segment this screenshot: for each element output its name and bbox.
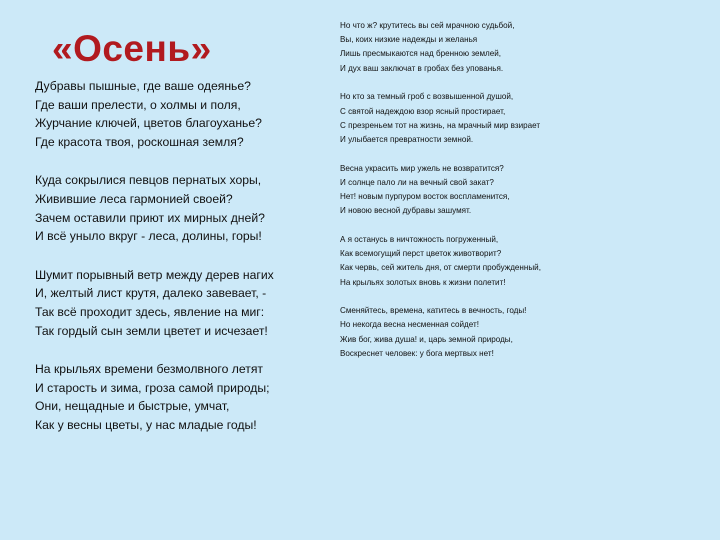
- poem-line: Весна украсить мир ужель не возвратится?: [340, 163, 504, 173]
- poem-line: И всё уныло вкруг - леса, долины, горы!: [35, 229, 262, 244]
- poem-line: Шумит порывный ветр между дерев нагих: [35, 267, 274, 282]
- poem-line: С святой надеждою взор ясный простирает,: [340, 106, 506, 116]
- poem-line: И солнце пало ли на вечный свой закат?: [340, 177, 494, 187]
- poem-line: И новою весной дубравы зашумят.: [340, 206, 472, 216]
- poem-line: Они, нещадные и быстрые, умчат,: [35, 399, 230, 414]
- poem-line: Нет! новым пурпуром восток воспламенится,: [340, 192, 510, 202]
- poem-line: Как червь, сей житель дня, от смерти пробужденный,: [340, 263, 541, 273]
- poem-line: Где ваши прелести, о холмы и поля,: [35, 97, 241, 112]
- stanza: [340, 304, 712, 361]
- left-column-poem-text: [35, 77, 335, 455]
- stanza: [340, 162, 712, 219]
- poem-line: Журчание ключей, цветов благоуханье?: [35, 116, 262, 131]
- poem-line: И улыбается превратности земной.: [340, 134, 474, 144]
- poem-line: Но некогда весна несменная сойдет!: [340, 320, 479, 330]
- poem-line: Куда сокрылися певцов пернатых хоры,: [35, 173, 262, 188]
- stanza: [340, 19, 712, 76]
- poem-line: Сменяйтесь, времена, катитесь в вечность, годы!: [340, 306, 527, 316]
- poem-line: Зачем оставили приют их мирных дней?: [35, 210, 265, 225]
- poem-line: И, желтый лист крутя, далеко завевает, -: [35, 286, 267, 301]
- stanza: [340, 233, 712, 290]
- stanza: [35, 77, 335, 151]
- poem-line: Так гордый сын земли цветет и исчезает!: [35, 323, 268, 338]
- poem-line: С презреньем тот на жизнь, на мрачный мир взирает: [340, 120, 541, 130]
- poem-line: И старость и зима, гроза самой природы;: [35, 380, 270, 395]
- stanza: [35, 171, 335, 245]
- poem-line: На крыльях времени безмолвного летят: [35, 362, 264, 377]
- poem-line: Жив бог, жива душа! и, царь земной природы,: [340, 334, 513, 344]
- poem-line: Лишь пресмыкаются над бренною землей,: [340, 49, 502, 59]
- poem-line: Где красота твоя, роскошная земля?: [35, 134, 244, 149]
- poem-line: Живившие леса гармонией своей?: [35, 191, 233, 206]
- poem-line: Как у весны цветы, у нас младые годы!: [35, 417, 257, 432]
- poem-line: Дубравы пышные, где ваше одеянье?: [35, 79, 251, 93]
- poem-line: Воскреснет человек: у бога мертвых нет!: [340, 348, 494, 358]
- poem-line: А я останусь в ничтожность погруженный,: [340, 234, 499, 244]
- poem-line: Как всемогущий перст цветок животворит?: [340, 249, 502, 259]
- poem-line: Но что ж? крутитесь вы сей мрачною судьбой,: [340, 21, 515, 30]
- poem-line: Но кто за темный гроб с возвышенной душой,: [340, 92, 514, 102]
- poem-title: «Осень»: [52, 28, 212, 69]
- poem-line: Вы, коих низкие надежды и желанья: [340, 35, 478, 45]
- stanza: [35, 266, 335, 340]
- stanza: [340, 90, 712, 147]
- poem-line: И дух ваш заключат в гробах без упованья.: [340, 63, 504, 73]
- poem-line: Так всё проходит здесь, явление на миг:: [35, 304, 265, 319]
- right-column-poem-text: [340, 19, 712, 376]
- poem-line: На крыльях золотых вновь к жизни полетит!: [340, 277, 506, 287]
- stanza: [35, 360, 335, 434]
